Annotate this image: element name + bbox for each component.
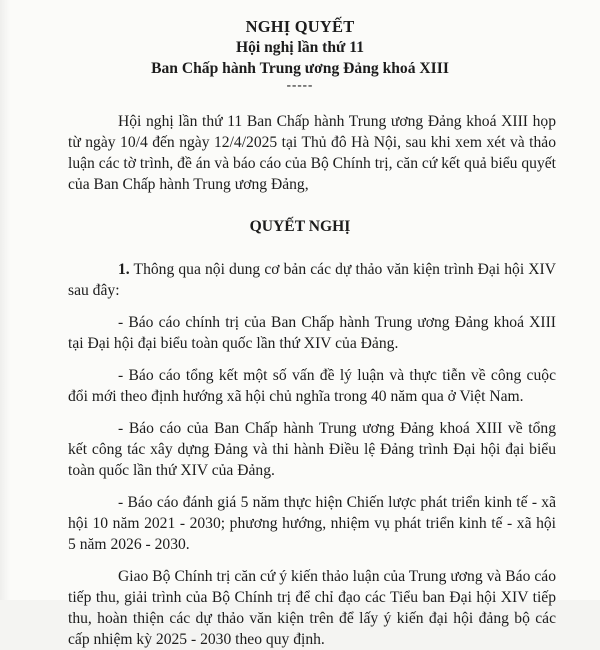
section-1-paragraph xyxy=(68,259,556,301)
section-1 xyxy=(68,259,556,650)
conference-name: Hội nghị lần thứ 11 xyxy=(235,39,365,56)
document-title: NGHỊ QUYẾT xyxy=(245,17,355,36)
intro-block xyxy=(68,111,556,195)
list-item: - Báo cáo đánh giá 5 năm thực hiện Chiến lược phát triển kinh tế - xã hội 10 năm 2021 - 2030; phương hướng, nhiệm vụ phát triển kinh tế - xã hội 5 năm 2026 - 2030. xyxy=(68,494,556,553)
committee-name: Ban Chấp hành Trung ương Đảng khoá XIII xyxy=(151,60,449,77)
list-item: - Báo cáo chính trị của Ban Chấp hành Trung ương Đảng khoá XIII tại Đại hội đại biểu toàn quốc lần thứ XIV của Đảng. xyxy=(68,314,556,352)
header-divider: ----- xyxy=(286,77,314,92)
section-1-text: Thông qua nội dung cơ bản các dự thảo văn kiện trình Đại hội XIV sau đây: xyxy=(68,261,556,299)
decision-heading: QUYẾT NGHỊ xyxy=(249,218,351,235)
closing-paragraph: Giao Bộ Chính trị căn cứ ý kiến thảo luận của Trung ương và Báo cáo tiếp thu, giải trình của Bộ Chính trị để chỉ đạo các Tiểu ban Đại hội XIV tiếp thu, hoàn thiện các dự thảo văn kiện trên để lấy ý kiến đại hội đảng bộ các cấp nhiệm kỳ 2025 - 2030 theo quy định. xyxy=(68,568,556,648)
list-item: - Báo cáo của Ban Chấp hành Trung ương Đảng khoá XIII về tổng kết công tác xây dựng Đảng và thi hành Điều lệ Đảng trình Đại hội đại biểu toàn quốc lần thứ XIV của Đảng. xyxy=(68,420,556,479)
list-item: - Báo cáo tổng kết một số vấn đề lý luận và thực tiễn về công cuộc đổi mới theo định hướng xã hội chủ nghĩa trong 40 năm qua ở Việt Nam. xyxy=(68,367,556,405)
section-number: 1. xyxy=(118,261,130,278)
page-edge-shadow xyxy=(0,0,10,600)
intro-paragraph: Hội nghị lần thứ 11 Ban Chấp hành Trung ương Đảng khoá XIII họp từ ngày 10/4 đến ngày 12/4/2025 tại Thủ đô Hà Nội, sau khi xem xét và thảo luận các tờ trình, đề án và báo cáo của Bộ Chính trị, căn cứ kết quả biểu quyết của Ban Chấp hành Trung ương Đảng, xyxy=(68,113,556,193)
document-header xyxy=(0,0,600,91)
